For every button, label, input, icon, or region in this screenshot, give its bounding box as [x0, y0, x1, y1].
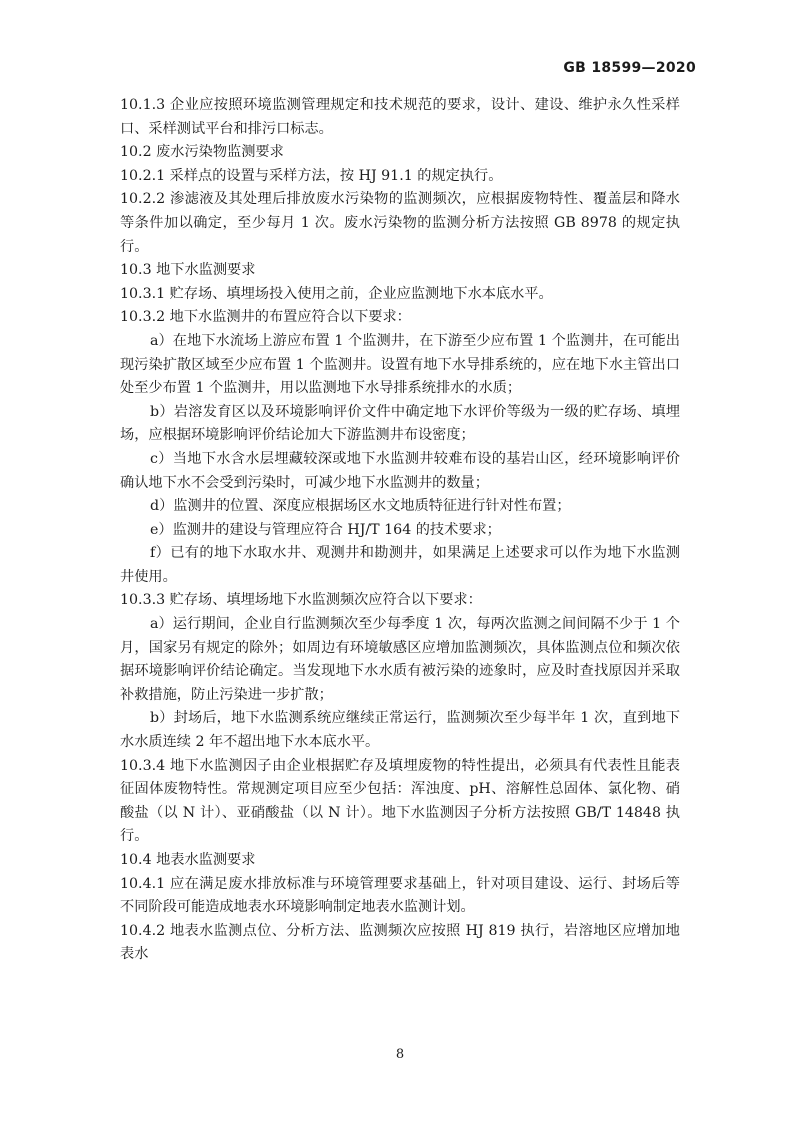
document-body	[120, 94, 680, 967]
clause-10-4-2: 10.4.2 地表水监测点位、分析方法、监测频次应按照 HJ 819 执行，岩溶地区应增加地表水	[120, 922, 680, 963]
list-item-10-3-2-c: c）当地下水含水层埋藏较深或地下水监测井较难布设的基岩山区，经环境影响评价确认地下水不会受到污染时，可减少地下水监测井的数量；	[120, 450, 680, 491]
section-heading-10-3: 10.3 地下水监测要求	[120, 262, 256, 279]
list-item-10-3-3-b: b）封场后，地下水监测系统应继续正常运行，监测频次至少每半年 1 次，直到地下水水质连续 2 年不超出地下水本底水平。	[120, 710, 680, 751]
page-number: 8	[395, 1047, 405, 1062]
list-item-10-3-2-f: f）已有的地下水取水井、观测井和勘测井，如果满足上述要求可以作为地下水监测井使用。	[120, 545, 680, 585]
clause-10-1-3: 10.1.3 企业应按照环境监测管理规定和技术规范的要求，设计、建设、维护永久性采样口、采样测试平台和排污口标志。	[120, 97, 680, 137]
clause-10-3-4: 10.3.4 地下水监测因子由企业根据贮存及填埋废物的特性提出，必须具有代表性且能表征固体废物特性。常规测定项目应至少包括：浑浊度、pH、溶解性总固体、氯化物、硝酸盐（以 N 计）、亚硝酸盐（以 N 计）。地下水监测因子分析方法按照 GB/T 14848 执行。	[120, 757, 680, 845]
clause-10-2-2: 10.2.2 渗滤液及其处理后排放废水污染物的监测频次，应根据废物特性、覆盖层和降水等条件加以确定，至少每月 1 次。废水污染物的监测分析方法按照 GB 8978 的规定执行。	[120, 191, 680, 255]
list-item-10-3-2-a: a）在地下水流场上游应布置 1 个监测井，在下游至少应布置 1 个监测井，在可能出现污染扩散区域至少应布置 1 个监测井。设置有地下水导排系统的，应在地下水主管出口处至少布置 1 个监测井，用以监测地下水导排系统排水的水质；	[120, 332, 680, 397]
clause-10-4-1: 10.4.1 应在满足废水排放标准与环境管理要求基础上，针对项目建设、运行、封场后等不同阶段可能造成地表水环境影响制定地表水监测计划。	[120, 875, 680, 916]
list-item-10-3-3-a: a）运行期间，企业自行监测频次至少每季度 1 次，每两次监测之间间隔不少于 1 个月，国家另有规定的除外；如周边有环境敏感区应增加监测频次，具体监测点位和频次依据环境影响评价结论确定。当发现地下水水质有被污染的迹象时，应及时查找原因并采取补救措施，防止污染进一步扩散；	[120, 616, 680, 703]
standard-code: GB 18599—2020	[563, 60, 696, 76]
section-heading-10-4: 10.4 地表水监测要求	[120, 852, 256, 868]
clause-10-3-3: 10.3.3 贮存场、填埋场地下水监测频次应符合以下要求：	[120, 592, 482, 609]
list-item-10-3-2-d: d）监测井的位置、深度应根据场区水文地质特征进行针对性布置；	[150, 498, 571, 515]
list-item-10-3-2-e: e）监测井的建设与管理应符合 HJ/T 164 的技术要求；	[150, 521, 501, 538]
clause-10-3-1: 10.3.1 贮存场、填埋场投入使用之前，企业应监测地下水本底水平。	[120, 285, 553, 302]
list-item-10-3-2-b: b）岩溶发育区以及环境影响评价文件中确定地下水评价等级为一级的贮存场、填埋场，应根据环境影响评价结论加大下游监测井布设密度；	[120, 403, 680, 444]
clause-10-3-2: 10.3.2 地下水监测井的布置应符合以下要求：	[120, 309, 411, 326]
clause-10-2-1: 10.2.1 采样点的设置与采样方法，按 HJ 91.1 的规定执行。	[120, 167, 503, 184]
section-heading-10-2: 10.2 废水污染物监测要求	[120, 144, 284, 161]
